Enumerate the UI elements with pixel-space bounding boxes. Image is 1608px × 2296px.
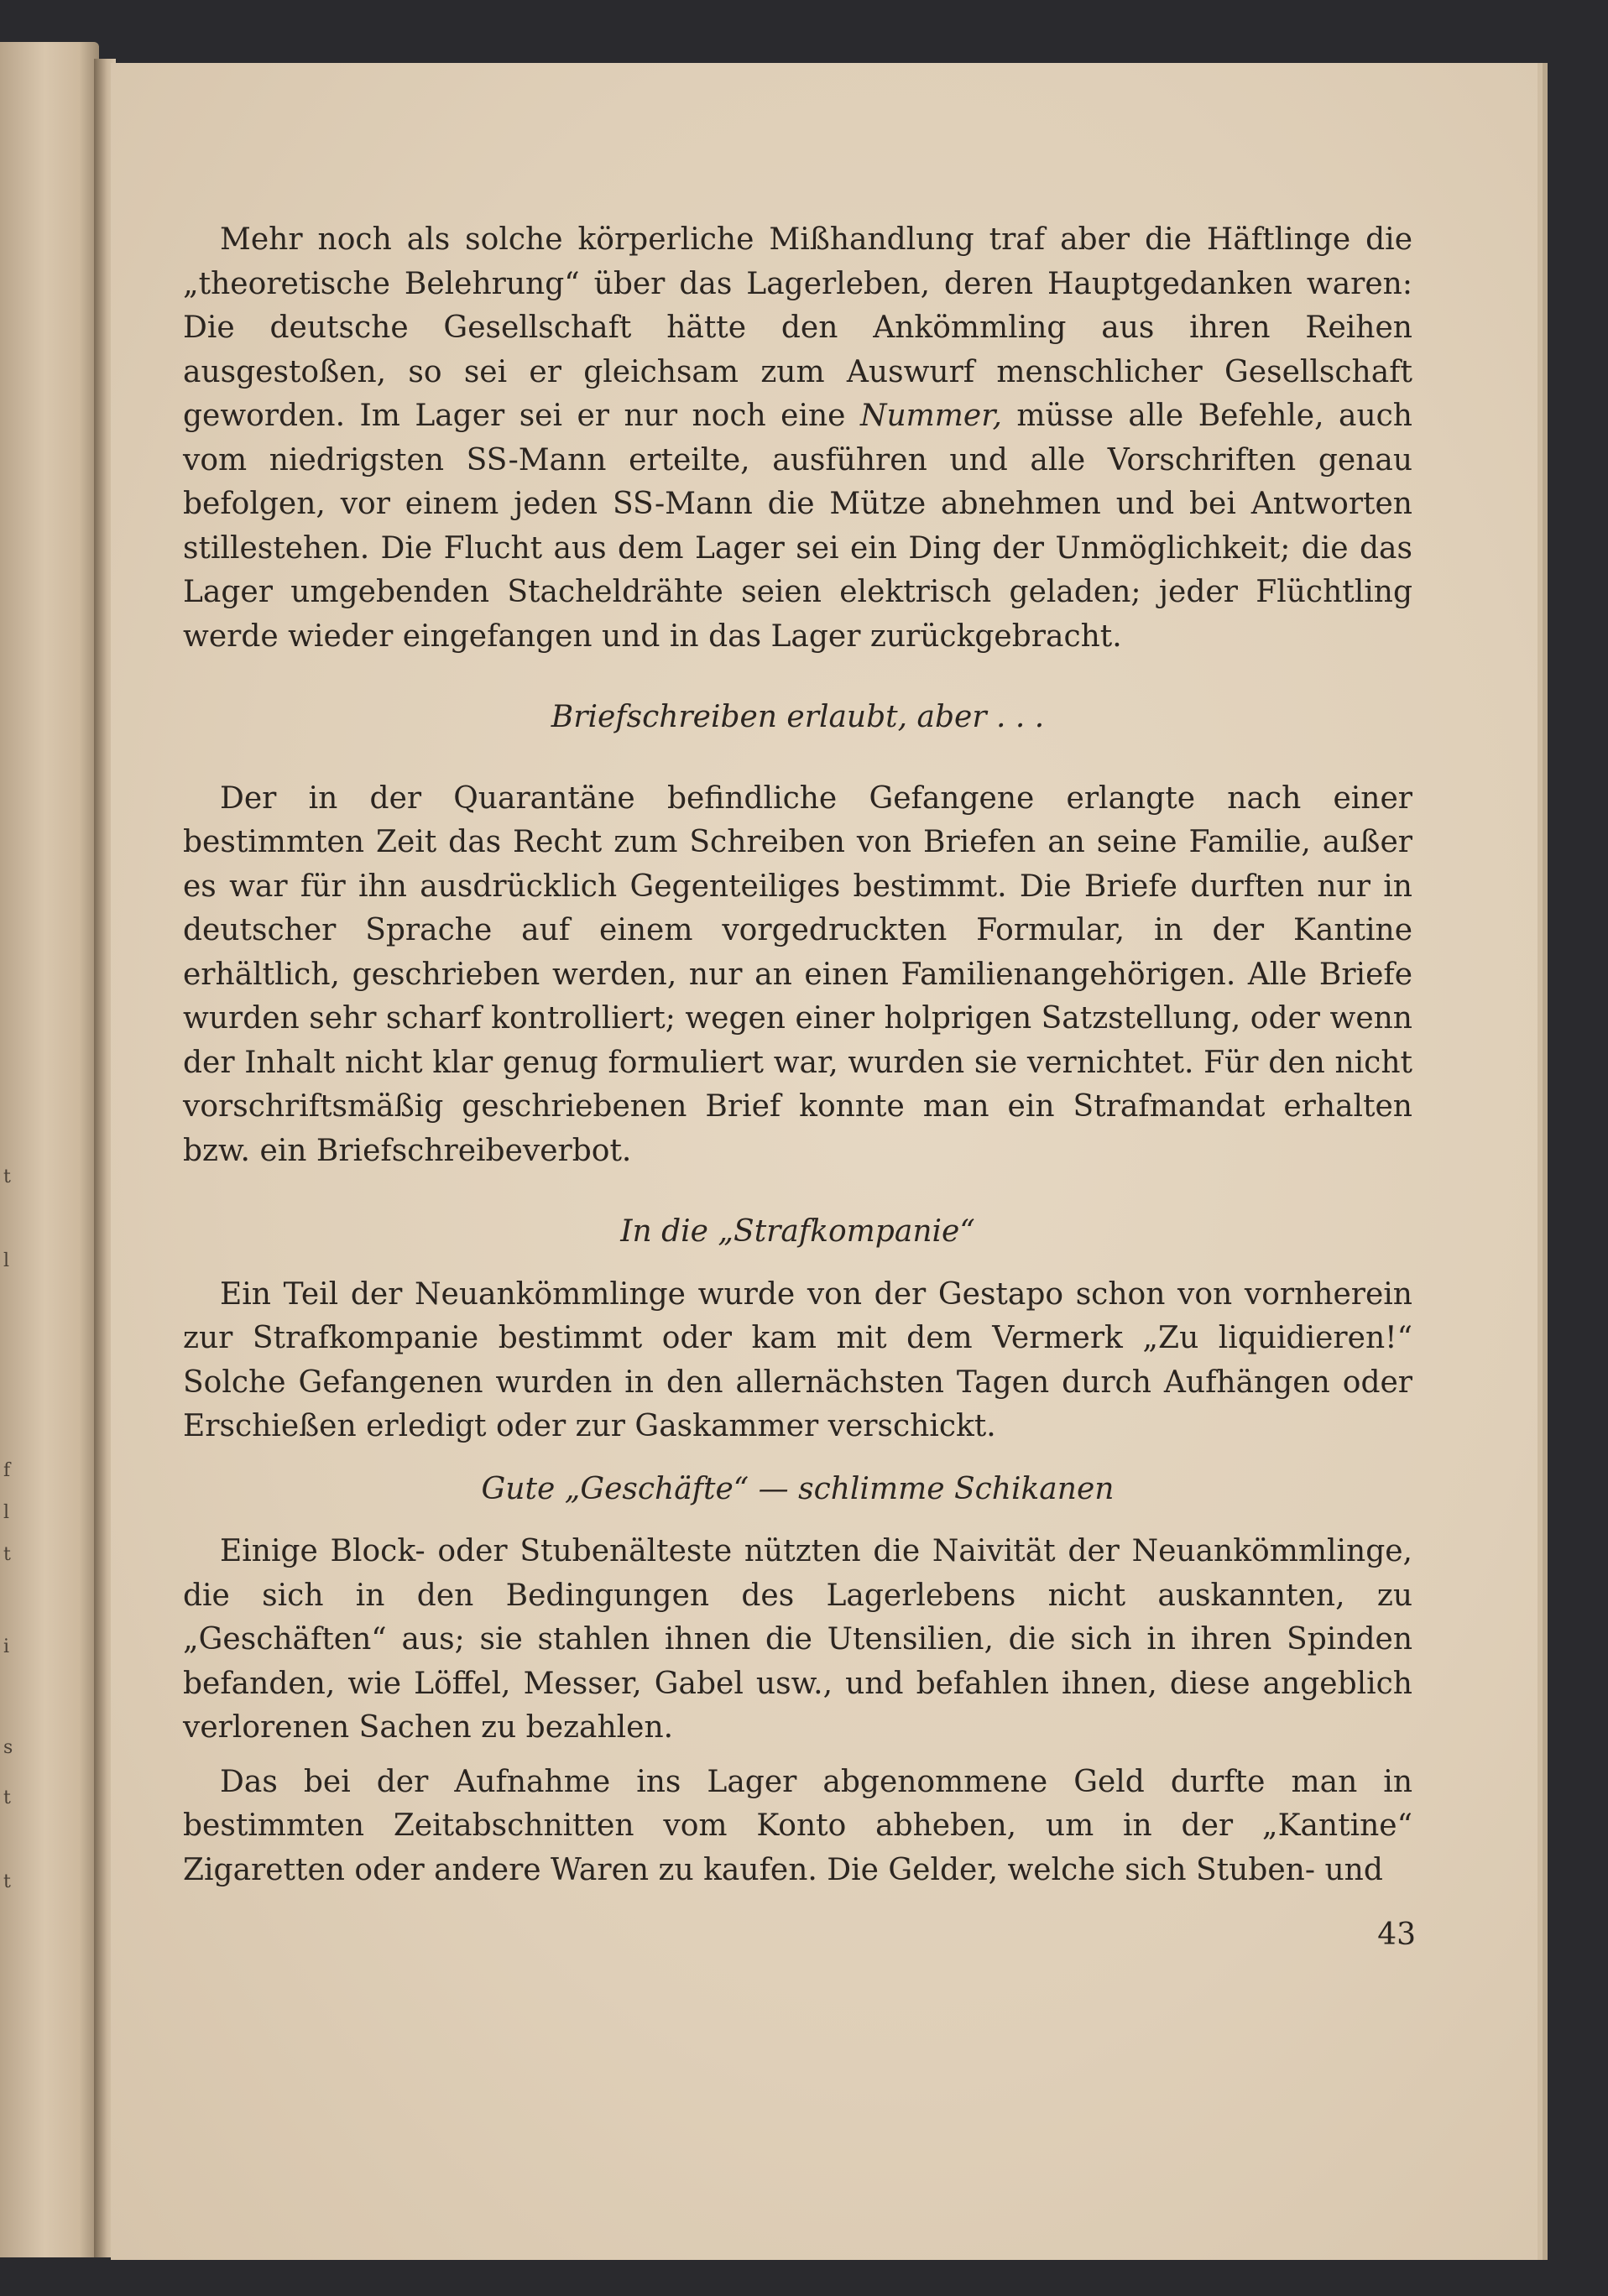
left-page-edge: [0, 42, 99, 2257]
left-page-mark: t: [3, 1166, 11, 1187]
page-body: [183, 218, 1412, 1892]
left-page-mark: l: [3, 1502, 10, 1523]
paragraph-text: Mehr noch als solche körperliche Mißhandlung traf aber die Häftlinge die „theoretische Belehrung“ über das Lagerleben, deren Hauptgedanken waren: Die deutsche Gesellschaft hätte den Ankömmling aus ihren Reihen ausgestoßen, so sei er gleichsam zum Auswurf menschlicher Gesellschaft geworden. Im Lager sei er nur noch eine: [183, 222, 1412, 433]
paragraph: Einige Block- oder Stubenälteste nützten die Naivität der Neuankömmlinge, die sich in den Bedingungen des Lagerlebens nicht auskannten, zu „Geschäften“ aus; sie stahlen ihnen die Utensilien, die sich in ihren Spinden befanden, wie Löffel, Messer, Gabel usw., und befahlen ihnen, diese angeblich verlorenen Sachen zu bezahlen.: [183, 1534, 1412, 1745]
paragraph: Der in der Quarantäne befindliche Gefangene erlangte nach einer bestimmten Zeit das Recht zum Schreiben von Briefen an seine Familie, außer es war für ihn ausdrücklich Gegenteiliges bestimmt. Die Briefe durften nur in deutscher Sprache auf einem vorgedruckten Formular, in der Kantine erhältlich, geschrieben werden, nur an einen Familienangehörigen. Alle Briefe wurden sehr scharf kontrolliert; wegen einer holprigen Satzstellung, oder wenn der Inhalt nicht klar genug formuliert war, wurden sie vernichtet. Für den nicht vorschriftsmäßig geschriebenen Brief konnte man ein Strafmandat erhalten bzw. ein Briefschreibeverbot.: [183, 780, 1412, 1168]
section-heading: Briefschreiben erlaubt, aber . . .: [551, 700, 1045, 734]
paragraph: Das bei der Aufnahme ins Lager abgenommene Geld durfte man in bestimmten Zeitabschnitten vom Konto abheben, um in der „Kantine“ Zigaretten oder andere Waren zu kaufen. Die Gelder, welche sich Stuben- und: [183, 1764, 1412, 1887]
section-heading: In die „Strafkompanie“: [620, 1214, 975, 1249]
left-page-mark: l: [3, 1250, 10, 1271]
left-page-mark: t: [3, 1544, 11, 1565]
left-page-mark: t: [3, 1787, 11, 1808]
left-page-mark: s: [3, 1737, 13, 1758]
left-page-mark: i: [3, 1636, 10, 1657]
emphasis-text: Nummer,: [859, 399, 1002, 433]
book-page: [111, 63, 1538, 2260]
paragraph: [183, 218, 1412, 659]
left-page-mark: f: [3, 1460, 11, 1481]
paragraph-text: müsse alle Befehle, auch vom niedrigsten SS-Mann erteilte, ausführen und alle Vorschriften genau befolgen, vor einem jeden SS-Mann die Mütze abnehmen und bei Antworten stillestehen. Die Flucht aus dem Lager sei ein Ding der Unmöglichkeit; die das Lager umgebenden Stacheldrähte seien elektrisch geladen; jeder Flüchtling werde wieder eingefangen und in das Lager zurückgebracht.: [183, 399, 1412, 654]
section-heading: Gute „Geschäfte“ — schlimme Schikanen: [481, 1471, 1115, 1506]
page-number: 43: [1377, 1918, 1416, 1952]
left-page-mark: t: [3, 1871, 11, 1892]
paragraph: Ein Teil der Neuankömmlinge wurde von der Gestapo schon von vornherein zur Strafkompanie bestimmt oder kam mit dem Vermerk „Zu liquidieren!“ Solche Gefangenen wurden in den allernächsten Tagen durch Aufhängen oder Erschießen erledigt oder zur Gaskammer verschickt.: [183, 1276, 1412, 1443]
